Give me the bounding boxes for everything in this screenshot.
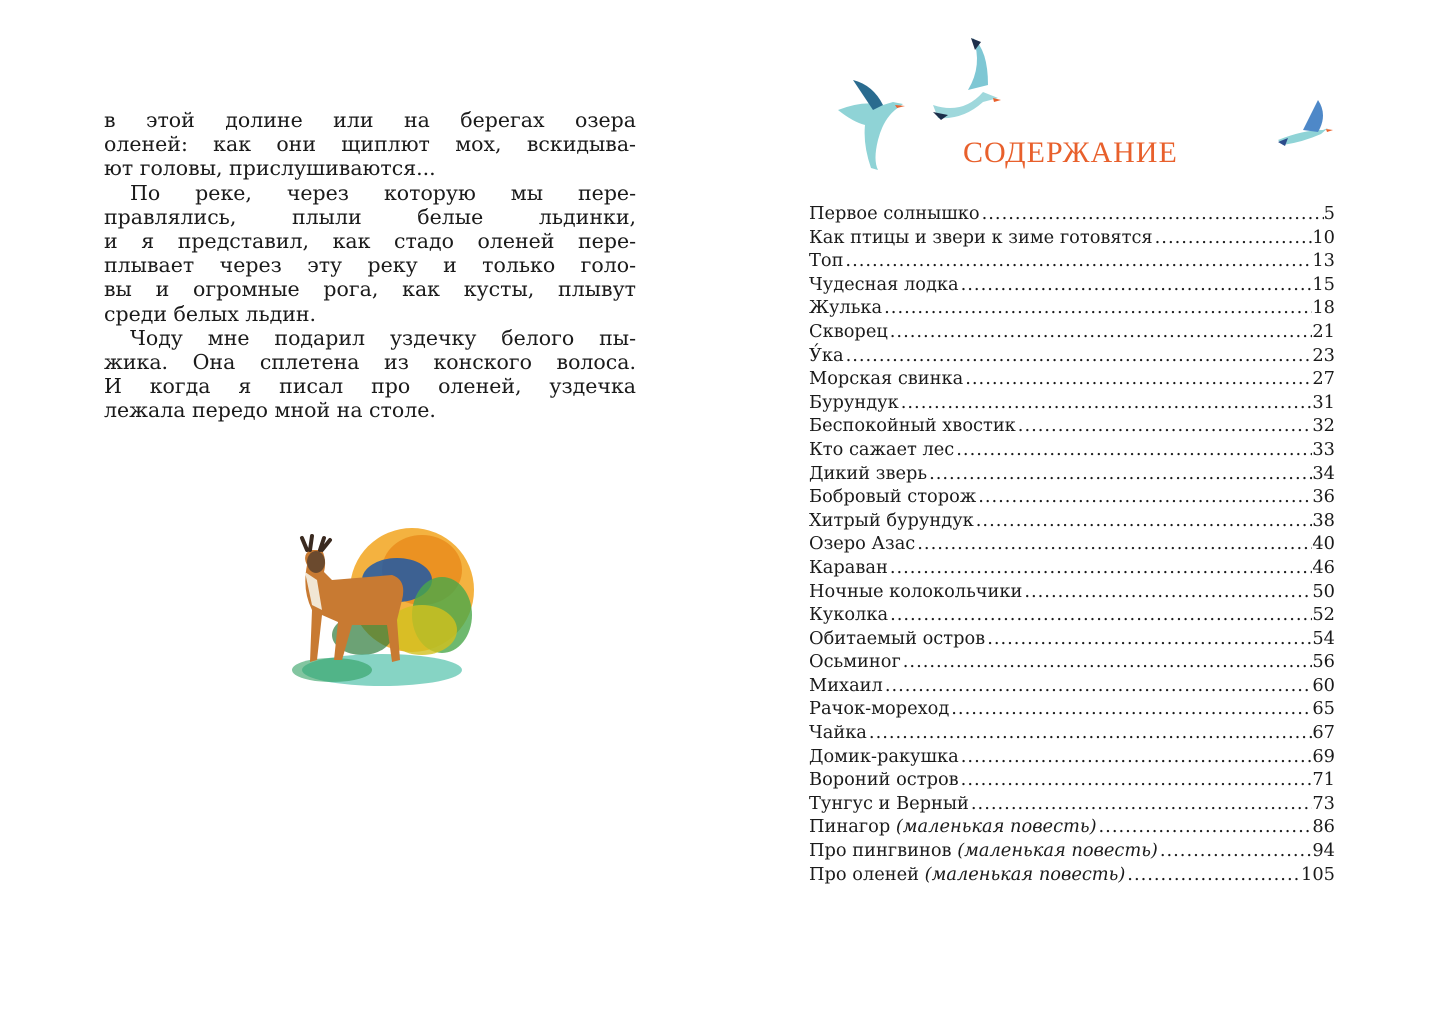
story-text <box>104 108 636 422</box>
toc-entry-title-text: Скворец <box>809 320 888 342</box>
text-line: Чоду мне подарил уздечку белого пы- <box>130 325 636 350</box>
toc-entry[interactable] <box>809 320 1335 344</box>
toc-page-number: 50 <box>1312 580 1335 602</box>
toc-page-number: 15 <box>1312 273 1335 295</box>
toc-page-number: 86 <box>1312 816 1335 838</box>
toc-entry-title <box>809 296 882 320</box>
text-line: среди белых льдин. <box>104 301 317 326</box>
toc-entry[interactable] <box>809 863 1335 887</box>
toc-page-number: 94 <box>1312 840 1335 862</box>
text-line: и я представил, как стадо оленей пере- <box>104 228 636 253</box>
toc-entry-note: (маленькая повесть) <box>895 816 1097 838</box>
toc-entry-note: (маленькая повесть) <box>924 863 1126 885</box>
toc-page-number: 32 <box>1312 415 1335 437</box>
text-line: По реке, через которую мы пере- <box>130 180 636 205</box>
toc-page-number: 73 <box>1312 792 1335 814</box>
toc-dot-leader <box>888 320 1313 344</box>
text-line: оленей: как они щиплют мох, вскидыва- <box>104 132 636 157</box>
toc-entry-title-text: Вороний остров <box>809 769 959 791</box>
toc-dot-leader <box>959 768 1313 792</box>
toc-entry[interactable] <box>809 296 1335 320</box>
toc-page-number: 105 <box>1301 863 1335 885</box>
toc-entry[interactable] <box>809 462 1335 486</box>
toc-dot-leader <box>927 462 1312 486</box>
toc-entry-title-text: Про пингвинов <box>809 840 952 862</box>
toc-dot-leader <box>1022 580 1312 604</box>
seagull-icon <box>1278 100 1333 146</box>
toc-dot-leader <box>888 556 1313 580</box>
toc-dot-leader <box>899 391 1313 415</box>
text-line: ют головы, прислушиваются... <box>104 156 436 181</box>
toc-entry-title <box>809 438 954 462</box>
toc-page-number: 33 <box>1312 438 1335 460</box>
toc-entry[interactable] <box>809 485 1335 509</box>
toc-entry-title-text: Караван <box>809 556 888 578</box>
toc-entry-title-text: Чайка <box>809 722 867 744</box>
toc-entry[interactable] <box>809 674 1335 698</box>
toc-entry[interactable] <box>809 509 1335 533</box>
toc-entry[interactable] <box>809 792 1335 816</box>
toc-entry[interactable] <box>809 202 1335 226</box>
seagull-icon <box>933 38 1001 120</box>
toc-entry[interactable] <box>809 556 1335 580</box>
toc-entry[interactable] <box>809 580 1335 604</box>
toc-entry-title <box>809 627 985 651</box>
toc-entry-title <box>809 414 1016 438</box>
toc-entry-title <box>809 249 843 273</box>
toc-entry-title-text: Бурундук <box>809 391 899 413</box>
toc-dot-leader <box>888 603 1312 627</box>
toc-entry[interactable] <box>809 815 1335 839</box>
toc-entry-title-text: Пинагор <box>809 816 891 838</box>
toc-entry-title <box>809 344 844 368</box>
toc-entry[interactable] <box>809 414 1335 438</box>
toc-dot-leader <box>1097 815 1313 839</box>
toc-entry-title-text: Как птицы и звери к зиме готовятся <box>809 226 1153 248</box>
toc-dot-leader <box>844 344 1313 368</box>
toc-entry-title <box>809 462 927 486</box>
toc-entry-title-text: Рачок-мореход <box>809 698 950 720</box>
toc-dot-leader <box>985 627 1312 651</box>
toc-entry-title-text: Первое солнышко <box>809 203 980 224</box>
toc-entry-title <box>809 603 888 627</box>
toc-dot-leader <box>882 296 1312 320</box>
toc-entry-title <box>809 721 867 745</box>
toc-dot-leader <box>883 674 1313 698</box>
toc-dot-leader <box>915 532 1312 556</box>
toc-page-number: 23 <box>1312 344 1335 366</box>
toc-entry-title <box>809 509 974 533</box>
text-line: вы и огромные рога, как кусты, плывут <box>104 277 636 302</box>
toc-page-number: 60 <box>1312 674 1335 696</box>
table-of-contents-title: СОДЕРЖАНИЕ <box>963 136 1178 169</box>
toc-dot-leader <box>980 202 1324 226</box>
toc-page-number: 40 <box>1312 533 1335 555</box>
toc-page-number: 36 <box>1312 486 1335 508</box>
toc-page-number: 18 <box>1312 297 1335 319</box>
toc-entry[interactable] <box>809 344 1335 368</box>
toc-entry-title-text: Дикий зверь <box>809 462 928 484</box>
toc-entry[interactable] <box>809 839 1335 863</box>
toc-entry[interactable] <box>809 438 1335 462</box>
toc-page-number: 10 <box>1312 226 1335 248</box>
toc-dot-leader <box>974 509 1313 533</box>
toc-entry-title-text: Топ <box>809 250 844 272</box>
toc-dot-leader <box>1125 863 1301 887</box>
toc-entry-title <box>809 202 980 226</box>
text-line: в этой долине или на берегах озера <box>104 108 636 132</box>
toc-entry-title-text: Бобровый сторож <box>809 486 977 508</box>
toc-entry-title <box>809 768 959 792</box>
toc-entry[interactable] <box>809 627 1335 651</box>
toc-entry[interactable] <box>809 650 1335 674</box>
toc-dot-leader <box>963 367 1312 391</box>
toc-entry-title-text: Хитрый бурундук <box>809 509 974 531</box>
toc-entry[interactable] <box>809 697 1335 721</box>
toc-entry-title-text: Обитаемый остров <box>809 627 986 649</box>
toc-page-number: 52 <box>1312 604 1335 626</box>
toc-dot-leader <box>901 650 1313 674</box>
toc-entry-title <box>809 556 888 580</box>
toc-page-number: 46 <box>1312 556 1335 578</box>
toc-page-number: 56 <box>1312 651 1335 673</box>
toc-page-number: 21 <box>1312 320 1335 342</box>
toc-entry-title-text: Ночные колокольчики <box>809 580 1023 602</box>
toc-dot-leader <box>959 745 1313 769</box>
text-line: плывает через эту реку и только голо- <box>104 253 636 278</box>
toc-page-number: 67 <box>1312 722 1335 744</box>
seagull-icon <box>838 80 905 170</box>
toc-entry-title <box>809 485 976 509</box>
table-of-contents <box>809 202 1335 886</box>
toc-entry[interactable] <box>809 226 1335 250</box>
toc-entry[interactable] <box>809 603 1335 627</box>
toc-entry-title-text: Морская свинка <box>809 368 964 390</box>
text-line: жика. Она сплетена из конского волоса. <box>104 349 636 374</box>
left-page <box>0 0 722 1029</box>
toc-entry-title <box>809 226 1153 250</box>
toc-entry-title <box>809 580 1022 604</box>
toc-entry-title-text: Кто сажает лес <box>809 438 955 460</box>
toc-page-number: 31 <box>1312 391 1335 413</box>
toc-entry-title-text: Чудесная лодка <box>809 273 959 295</box>
toc-dot-leader <box>1016 414 1313 438</box>
toc-entry-title <box>809 745 959 769</box>
toc-entry[interactable] <box>809 249 1335 273</box>
toc-entry-title-text: У́ка <box>809 344 844 366</box>
toc-entry-title <box>809 863 1125 887</box>
toc-entry-title <box>809 839 1158 863</box>
toc-page-number: 54 <box>1312 627 1335 649</box>
toc-entry-title-text: Озеро Азас <box>809 533 916 555</box>
toc-page-number: 65 <box>1312 698 1335 720</box>
toc-entry[interactable] <box>809 367 1335 391</box>
toc-page-number: 34 <box>1312 462 1335 484</box>
toc-entry-title-text: Домик-ракушка <box>809 745 959 767</box>
toc-entry[interactable] <box>809 768 1335 792</box>
toc-page-number: 38 <box>1312 509 1335 531</box>
toc-entry-title-text: Тунгус и Верный <box>809 792 969 814</box>
toc-dot-leader <box>867 721 1312 745</box>
toc-dot-leader <box>1153 226 1313 250</box>
toc-entry[interactable] <box>809 721 1335 745</box>
toc-entry[interactable] <box>809 532 1335 556</box>
toc-dot-leader <box>949 697 1312 721</box>
toc-entry-title <box>809 697 949 721</box>
toc-entry[interactable] <box>809 273 1335 297</box>
toc-entry-title <box>809 815 1097 839</box>
toc-entry-title-text: Михаил <box>809 674 883 696</box>
toc-entry-title <box>809 273 959 297</box>
toc-page-number: 13 <box>1312 250 1335 272</box>
text-line: И когда я писал про оленей, уздечка <box>104 374 636 399</box>
toc-dot-leader <box>976 485 1312 509</box>
toc-entry-title-text: Куколка <box>809 604 889 626</box>
toc-entry-title-text: Осьминог <box>809 651 901 673</box>
text-line: лежала передо мной на столе. <box>104 398 436 423</box>
toc-entry-title-text: Про оленей <box>809 863 919 885</box>
right-page <box>723 0 1445 1029</box>
toc-entry-title <box>809 674 883 698</box>
toc-page-number: 5 <box>1323 203 1335 224</box>
toc-dot-leader <box>959 273 1313 297</box>
toc-entry-title <box>809 792 969 816</box>
toc-page-number: 69 <box>1312 745 1335 767</box>
deer-illustration <box>272 510 482 690</box>
toc-entry[interactable] <box>809 391 1335 415</box>
toc-entry-title <box>809 320 888 344</box>
toc-entry-title <box>809 650 901 674</box>
toc-entry-title-text: Беспокойный хвостик <box>809 415 1016 437</box>
toc-entry-title-text: Жулька <box>809 297 883 319</box>
toc-entry-title <box>809 367 963 391</box>
toc-page-number: 27 <box>1312 368 1335 390</box>
text-line: правлялись, плыли белые льдинки, <box>104 204 636 229</box>
toc-dot-leader <box>843 249 1312 273</box>
toc-dot-leader <box>1158 839 1313 863</box>
toc-entry-title <box>809 391 899 415</box>
toc-entry-note: (маленькая повесть) <box>957 840 1158 862</box>
toc-entry[interactable] <box>809 745 1335 769</box>
toc-dot-leader <box>969 792 1312 816</box>
toc-page-number: 71 <box>1312 769 1335 791</box>
toc-dot-leader <box>954 438 1312 462</box>
toc-entry-title <box>809 532 915 556</box>
